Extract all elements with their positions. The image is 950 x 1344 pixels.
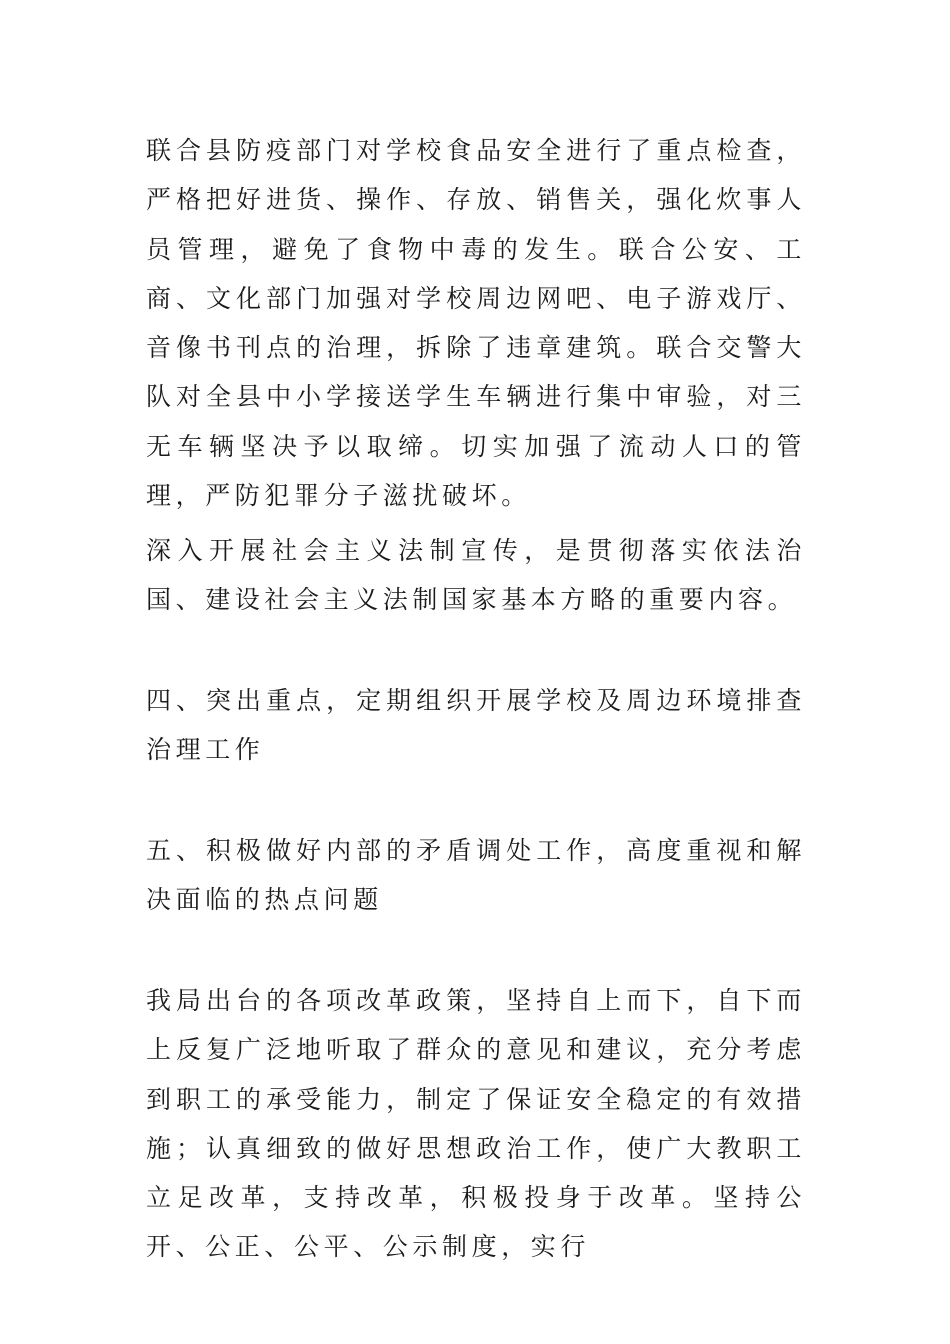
paragraph-joint-inspection: 联合县防疫部门对学校食品安全进行了重点检查，严格把好进货、操作、存放、销售关，强化炊事人员管理，避免了食物中毒的发生。联合公安、工商、文化部门加强对学校周边网吧、电子游戏厅、音像书刊点的治理，拆除了违章建筑。联合交警大队对全县中小学接送学生车辆进行集中审验，对三无车辆坚决予以取缔。切实加强了流动人口的管理，严防犯罪分子滋扰破坏。 (146, 136, 806, 511)
paragraph-reform-policies: 我局出台的各项改革政策，坚持自上而下，自下而上反复广泛地听取了群众的意见和建议，充分考虑到职工的承受能力，制定了保证安全稳定的有效措施；认真细致的做好思想政治工作，使广大教职工立足改革，支持改革，积极投身于改革。坚持公开、公正、公平、公示制度，实行 (146, 986, 806, 1262)
section-heading-five: 五、积极做好内部的矛盾调处工作，高度重视和解决面临的热点问题 (146, 836, 806, 915)
section-heading-four: 四、突出重点，定期组织开展学校及周边环境排查治理工作 (146, 686, 806, 765)
paragraph-legal-publicity: 深入开展社会主义法制宣传，是贯彻落实依法治国、建设社会主义法制国家基本方略的重要内容。 (146, 536, 806, 615)
